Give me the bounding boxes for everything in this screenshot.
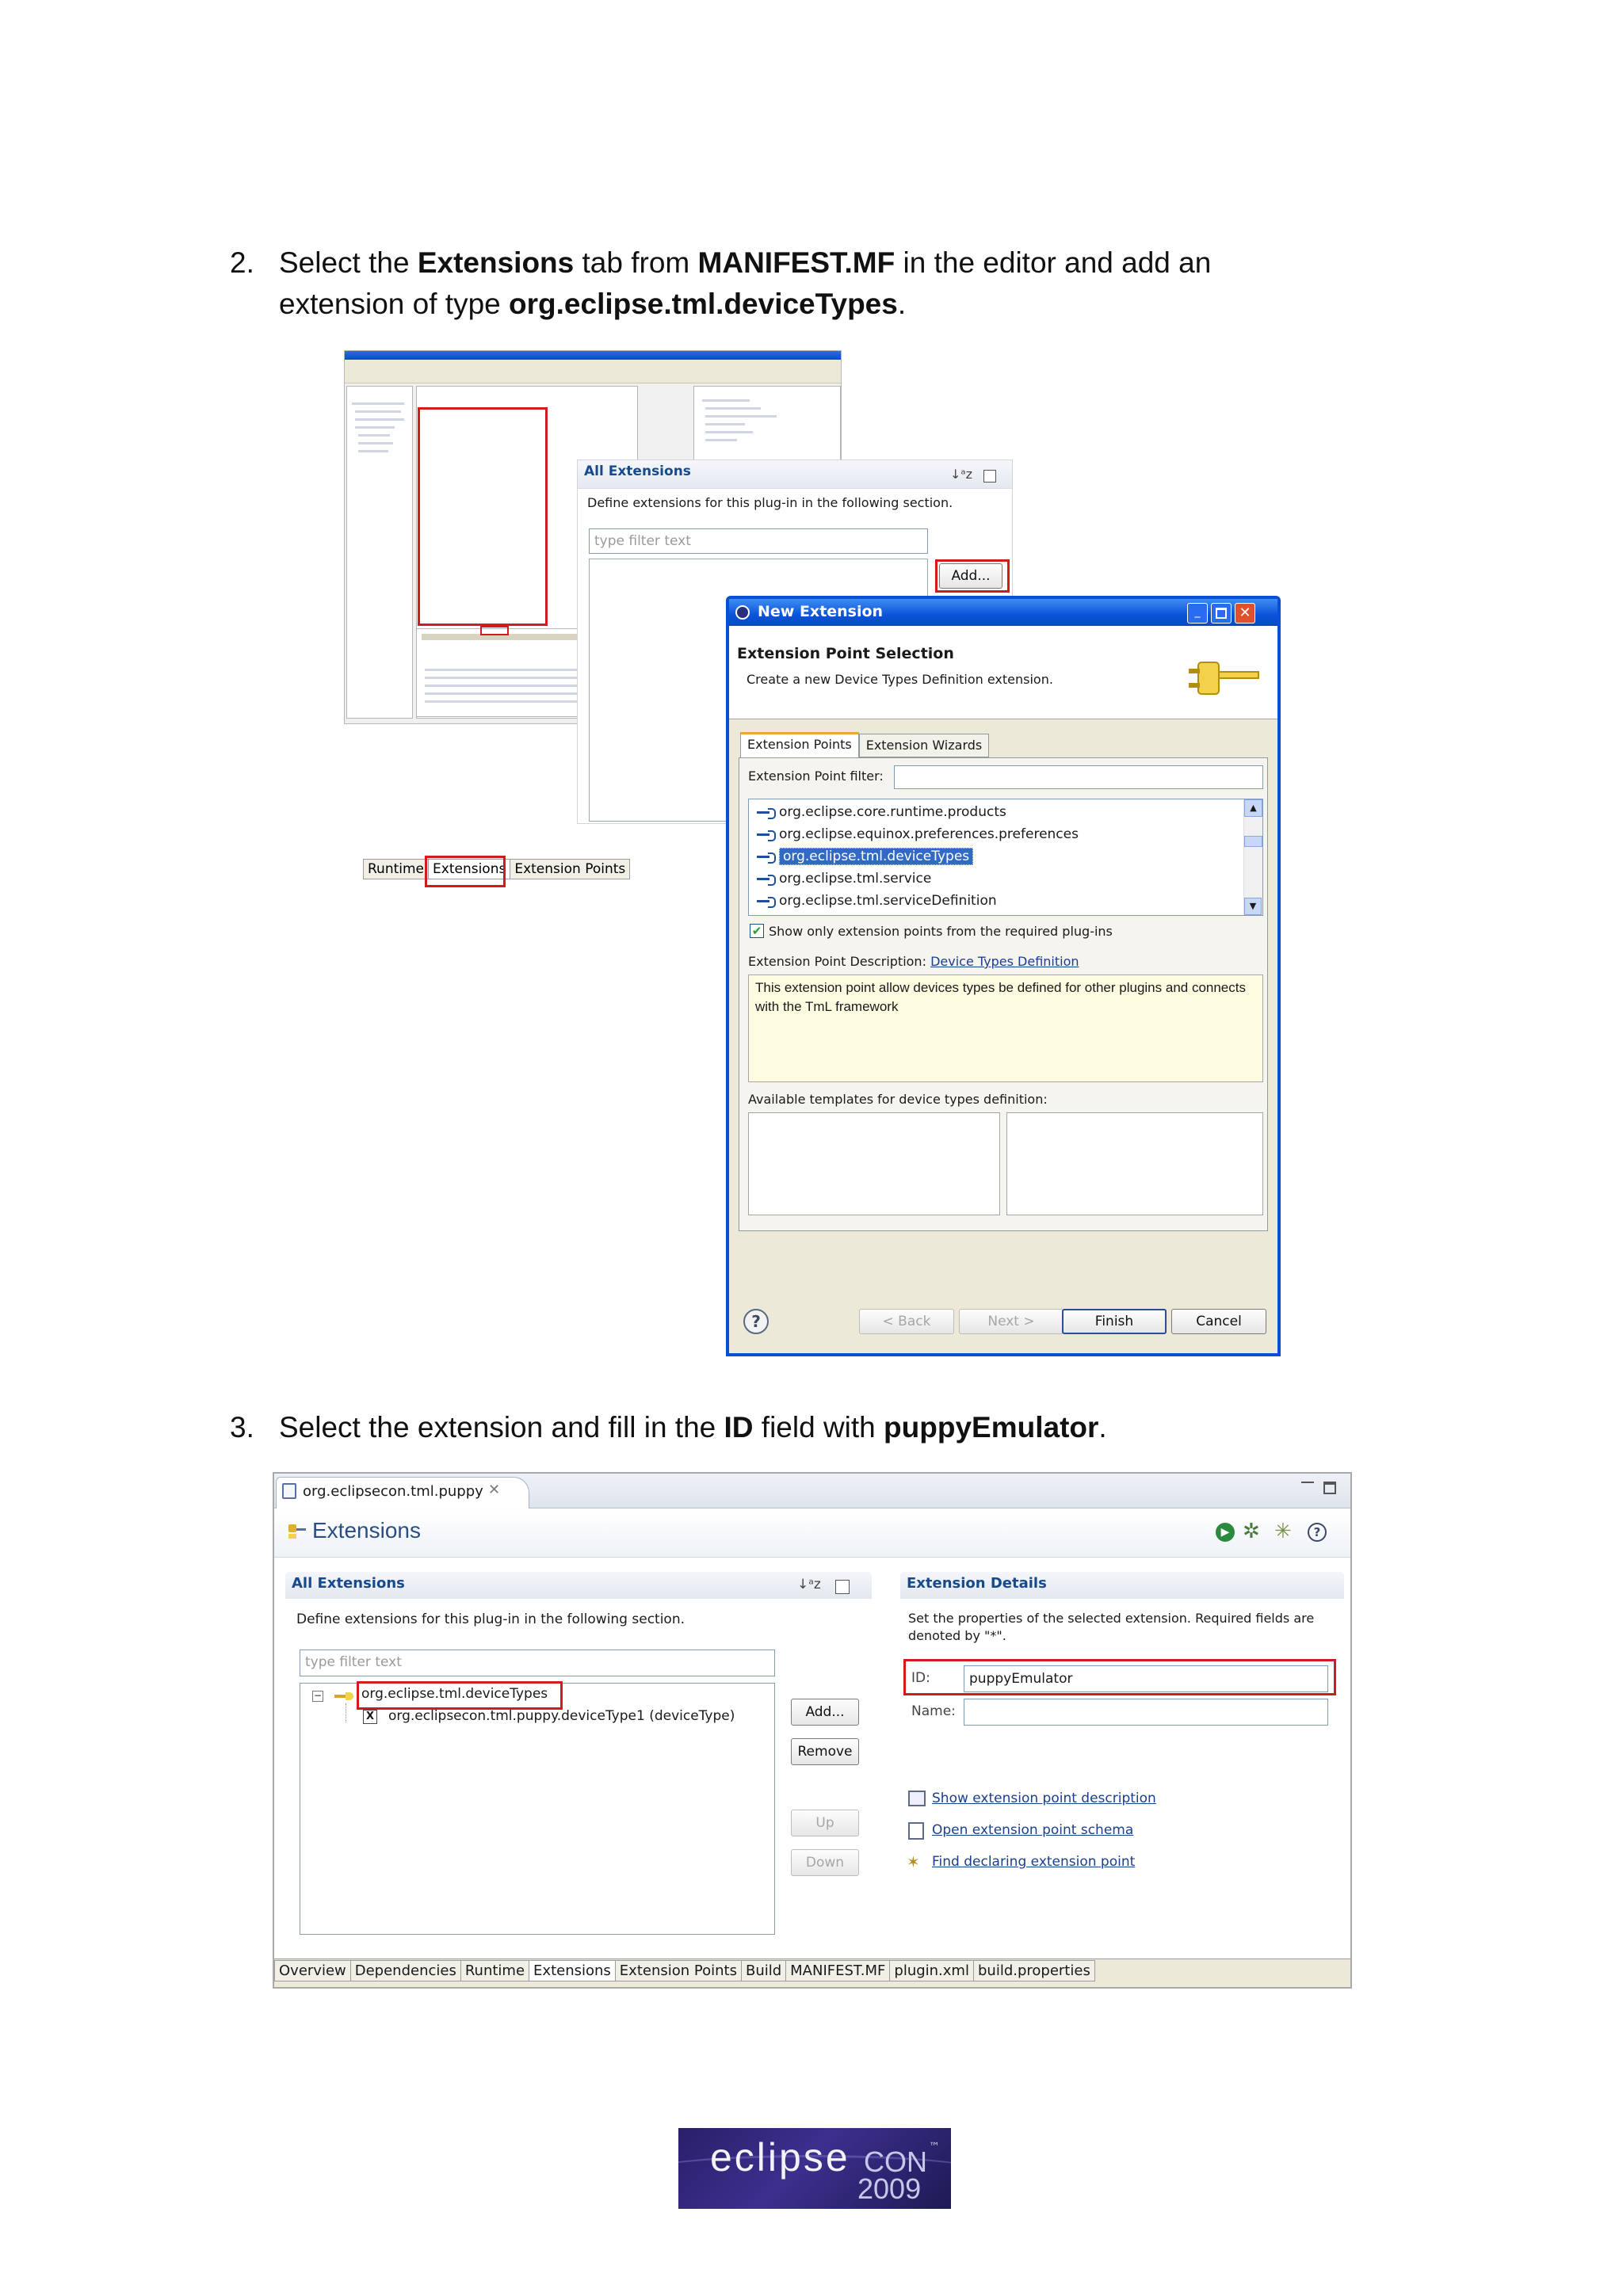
show-description-link[interactable]: Show extension point description [932,1791,1156,1806]
editor-header [274,1508,1352,1558]
remove-button[interactable]: Remove [791,1738,859,1765]
schema-icon [908,1822,924,1840]
extension-point-icon [757,830,776,838]
editor-minimize-icon[interactable] [1301,1482,1314,1485]
zoom-extensions-tab-highlight [425,856,506,887]
filter-label: Extension Point filter: [748,769,884,784]
id-field-highlight [903,1659,1336,1695]
dialog-eclipse-icon [735,605,750,620]
extension-point-icon [757,808,776,816]
dialog-heading: Extension Point Selection [737,645,954,662]
thumbnail-titlebar [345,351,842,360]
templates-list[interactable] [748,1112,1000,1215]
scroll-down-icon[interactable]: ▼ [1244,898,1262,915]
all-extensions-title: All Extensions [292,1575,405,1592]
template-preview [1006,1112,1263,1215]
all-extensions-description: Define extensions for this plug-in in the following section. [587,495,953,510]
close-button[interactable]: ✕ [1235,603,1255,624]
tab-manifest[interactable]: MANIFEST.MF [785,1960,890,1981]
extension-point-icon [757,897,776,905]
tab-dependencies[interactable]: Dependencies [350,1960,461,1981]
thumbnail-menubar [345,360,842,383]
name-label: Name: [911,1703,956,1719]
dialog-tabs [740,732,989,757]
id-input[interactable]: puppyEmulator [964,1665,1328,1692]
minimize-button[interactable]: _ [1187,603,1208,624]
extension-point-filter-input[interactable] [894,765,1263,789]
dialog-title: New Extension [758,603,884,620]
editor-maximize-icon[interactable] [1323,1482,1336,1494]
add-button[interactable]: Add... [791,1699,859,1726]
tree-root-highlight [357,1681,563,1710]
zoom-filter-input[interactable]: type filter text [589,528,928,554]
extensions-icon [287,1521,306,1540]
sort-icon[interactable]: ↓ᵃz [950,467,973,482]
list-item-selected[interactable]: org.eclipse.tml.deviceTypes [749,845,1262,868]
cancel-button[interactable]: Cancel [1171,1309,1266,1334]
extension-point-icon [757,875,776,883]
tab-build-properties[interactable]: build.properties [973,1960,1095,1981]
list-item[interactable]: org.eclipse.tml.service [749,868,1262,890]
logo-year: 2009 [857,2172,922,2205]
all-extensions-title: All Extensions [584,463,691,479]
element-x-icon: X [363,1710,377,1724]
open-schema-link[interactable]: Open extension point schema [932,1822,1134,1838]
tab-extension-points[interactable]: Extension Points [615,1960,742,1981]
extension-point-icon [757,852,776,860]
name-input[interactable] [964,1699,1328,1726]
tree-root-item[interactable]: org.eclipse.tml.deviceTypes [361,1686,548,1702]
logo-eclipse-word: eclipse [710,2135,850,2180]
extension-details-description: Set the properties of the selected extension. Required fields are denoted by "*". [908,1611,1315,1643]
tab-plugin-xml[interactable]: plugin.xml [889,1960,974,1981]
extension-points-list[interactable] [748,799,1263,916]
description-doc-icon [908,1791,926,1806]
show-required-checkbox[interactable]: ✔ [750,924,764,938]
up-button[interactable]: Up [791,1810,859,1836]
tab-extensions[interactable]: Extensions [529,1960,616,1981]
sort-icon[interactable]: ↓ᵃz [797,1577,821,1592]
step-3-instruction: 3. Select the extension and fill in the ID field with puppyEmulator. [230,1411,1107,1444]
tree-child-item[interactable]: org.eclipsecon.tml.puppy.deviceType1 (deviceType) [388,1708,735,1724]
plugin-file-icon [282,1483,296,1499]
tab-build[interactable]: Build [741,1960,786,1981]
list-item[interactable]: org.eclipse.core.runtime.products [749,801,1262,823]
description-box: This extension point allow devices types be defined for other plugins and connects with the TmL framework [748,974,1263,1082]
templates-label: Available templates for device types definition: [748,1092,1048,1107]
tree-collapse-toggle[interactable]: − [313,1690,323,1701]
zoom-add-button[interactable]: Add... [939,563,1002,589]
tab-close-icon[interactable]: ✕ [488,1482,501,1498]
run-icon[interactable]: ▶ [1216,1523,1235,1542]
collapse-icon[interactable] [983,470,996,482]
find-declaring-link[interactable]: Find declaring extension point [932,1854,1136,1870]
tab-extension-points[interactable]: Extension Points [740,732,859,757]
editor-tab-title: org.eclipsecon.tml.puppy [303,1483,483,1500]
list-scrollbar[interactable] [1243,799,1262,915]
eclipsecon-logo [678,2128,951,2209]
list-item[interactable]: org.eclipse.equinox.preferences.preferences [749,823,1262,845]
all-extensions-description: Define extensions for this plug-in in the following section. [296,1611,685,1627]
new-extension-dialog [726,596,1281,1356]
logo-con-word: CON [864,2145,927,2178]
tab-extensions[interactable]: Extensions [428,859,510,879]
plug-icon [1182,654,1265,702]
extension-details-title: Extension Details [907,1575,1047,1592]
device-types-definition-link[interactable]: Device Types Definition [930,954,1079,969]
thumbnail-explorer [346,386,413,719]
dialog-subtitle: Create a new Device Types Definition extension. [747,672,1053,687]
next-button[interactable]: Next > [959,1309,1064,1334]
debug-icon[interactable]: ✲ [1243,1520,1260,1543]
collapse-all-icon[interactable] [835,1580,850,1594]
find-declaring-icon: ✶ [907,1852,920,1871]
back-button[interactable]: < Back [859,1309,954,1334]
editor-bottom-tabs [274,1960,1094,1981]
down-button[interactable]: Down [791,1849,859,1876]
tab-runtime[interactable]: Runtime [363,859,429,879]
tab-extension-wizards[interactable]: Extension Wizards [859,734,990,757]
show-required-label: Show only extension points from the required plug-ins [769,924,1113,939]
zoom-add-button-highlight [935,559,1010,593]
tab-extension-points[interactable]: Extension Points [510,859,630,879]
description-label-row: Extension Point Description: Device Types Definition [748,954,1079,969]
extension-tree-icon [334,1692,358,1700]
logo-trademark: ™ [929,2141,940,2153]
scroll-thumb[interactable] [1244,836,1262,847]
thumbnail-highlight-extensions-section [418,407,548,626]
tab-overview[interactable]: Overview [274,1960,351,1981]
export-icon[interactable]: ✳ [1274,1520,1292,1543]
list-item[interactable]: org.eclipse.tml.serviceDefinition [749,890,1262,912]
finish-button[interactable]: Finish [1062,1309,1167,1334]
tab-runtime[interactable]: Runtime [460,1960,529,1981]
manifest-editor [273,1472,1352,1989]
maximize-button[interactable] [1211,603,1232,624]
editor-header-title: Extensions [312,1518,421,1543]
thumbnail-highlight-extensions-tab [480,626,509,635]
step-2-instruction: 2. Select the Extensions tab from MANIFEST.MF in the editor and add an extension of type org.eclipse.tml.deviceTypes. [230,246,1212,320]
id-label: ID: [911,1670,930,1686]
help-icon[interactable]: ? [1308,1523,1327,1542]
extensions-filter-input[interactable]: type filter text [300,1650,775,1676]
scroll-up-icon[interactable]: ▲ [1244,799,1262,817]
help-icon[interactable]: ? [743,1309,769,1334]
